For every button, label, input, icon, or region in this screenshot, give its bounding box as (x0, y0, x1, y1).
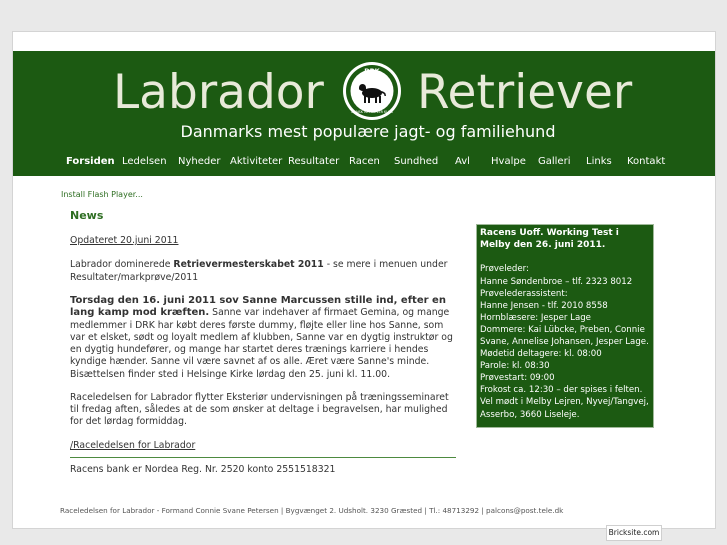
working-test-line: Mødetid deltagere: kl. 08:00 (480, 349, 602, 360)
working-test-line: Hanne Søndenbroe – tlf. 2323 8012 (480, 276, 633, 287)
bricksite-credit-link[interactable]: Bricksite.com (606, 525, 662, 541)
flash-player-link[interactable]: Install Flash Player... (61, 190, 143, 199)
nav-item-sundhed[interactable]: Sundhed (394, 156, 439, 167)
working-test-line: Frokost ca. 12:30 – der spises i felten. (480, 385, 643, 396)
news-section (70, 210, 456, 476)
working-test-line: Hornblæsere: Jesper Lage (480, 312, 591, 323)
site-tagline (13, 122, 715, 141)
logo-top-text: DRK (364, 67, 380, 76)
nav-item-ledelsen[interactable]: Ledelsen (122, 156, 167, 167)
working-test-heading: Racens Uoff. Working Test i Melby den 26. juni 2011. (480, 228, 619, 251)
nav-item-hvalpe[interactable]: Hvalpe (491, 156, 526, 167)
header-banner (13, 51, 715, 176)
news-heading: News (70, 209, 104, 222)
news-paragraph-3: Raceledelsen for Labrador flytter Eksteriør undervisningen på træningsseminaret til fredag aften, således at de som ønsker at deltage i begravelsen, har mulighed for det lørdag formiddag. (70, 391, 449, 428)
site-title-word-2: Retriever (417, 65, 633, 120)
nav-item-galleri[interactable]: Galleri (538, 156, 571, 167)
page-container (12, 31, 716, 529)
site-title-word-1: Labrador (113, 65, 324, 120)
logo-ring-text: DANSK RETRIEVER KLUB (351, 110, 393, 114)
nav-item-links[interactable]: Links (586, 156, 612, 167)
footer-text: Raceledelsen for Labrador - Formand Connie Svane Petersen | Bygvænget 2. Udsholt. 3230 Græsted | Tl.: 48713292 | palcons@post.tele.dk (60, 506, 564, 515)
spacer (480, 251, 650, 263)
main-nav (13, 152, 715, 176)
working-test-line: Hanne Jensen - tlf. 2010 8558 (480, 300, 608, 311)
working-test-line: Parole: kl. 08:30 (480, 361, 550, 372)
nav-item-avl[interactable]: Avl (455, 156, 470, 167)
p2-funeral: Bisættelsen finder sted i Helsinge Kirke lørdag den 25. juni kl. 11.00. (70, 368, 391, 380)
nav-item-resultater[interactable]: Resultater (288, 156, 340, 167)
updated-date: Opdateret 20.juni 2011 (70, 235, 179, 247)
working-test-box (476, 224, 654, 428)
nav-item-forsiden[interactable]: Forsiden (66, 156, 115, 167)
nav-item-racen[interactable]: Racen (349, 156, 380, 167)
news-paragraph-1 (70, 259, 456, 283)
news-paragraph-2 (70, 295, 456, 381)
nav-item-kontakt[interactable]: Kontakt (627, 156, 666, 167)
working-test-line: Prøveleder: (480, 264, 529, 275)
working-test-line: Dommere: Kai Lübcke, Preben, Connie Svane, Annelise Johansen, Jesper Lage. (480, 324, 649, 347)
nav-item-nyheder[interactable]: Nyheder (178, 156, 221, 167)
p1-text-after: - se mere i menuen under Resultater/markprøve/2011 (70, 259, 448, 283)
p2-lead: Torsdag den 16. juni 2011 sov Sanne Marcussen stille ind, efter en lang kamp mod kræften. (70, 294, 446, 319)
news-signature: /Raceledelsen for Labrador (70, 440, 196, 452)
news-divider (70, 457, 456, 458)
working-test-line: Prøvestart: 09:00 (480, 373, 555, 384)
p2-body: Sanne var indehaver af firmaet Gemina, og mange medlemmer i DRK har købt deres første dummy, fløjte eller line hos Sanne, som var et elsket, sødt og loyalt medlem af klubben, Sanne var en dygtig instruktør og en dygtig hundefører, og mange har startet deres trænings karriere i hendes kyndige hænder. Sanne vil være savnet af os alle. Æret være Sanne's minde. (70, 307, 453, 368)
p1-text-before: Labrador dominerede (70, 259, 174, 271)
drk-logo (342, 61, 402, 121)
working-test-line: Prøvelederassistent: (480, 288, 568, 299)
bank-info: Racens bank er Nordea Reg. Nr. 2520 konto 2551518321 (70, 463, 336, 475)
nav-item-aktiviteter[interactable]: Aktiviteter (230, 156, 283, 167)
tagline-text: Danmarks mest populære jagt- og familiehund (180, 122, 556, 141)
p1-bold-text: Retrievermesterskabet 2011 (173, 259, 324, 271)
working-test-line: Vel mødt i Melby Lejren, Nyvej/Tangvej, Asserbo, 3660 Liseleje. (480, 397, 649, 420)
